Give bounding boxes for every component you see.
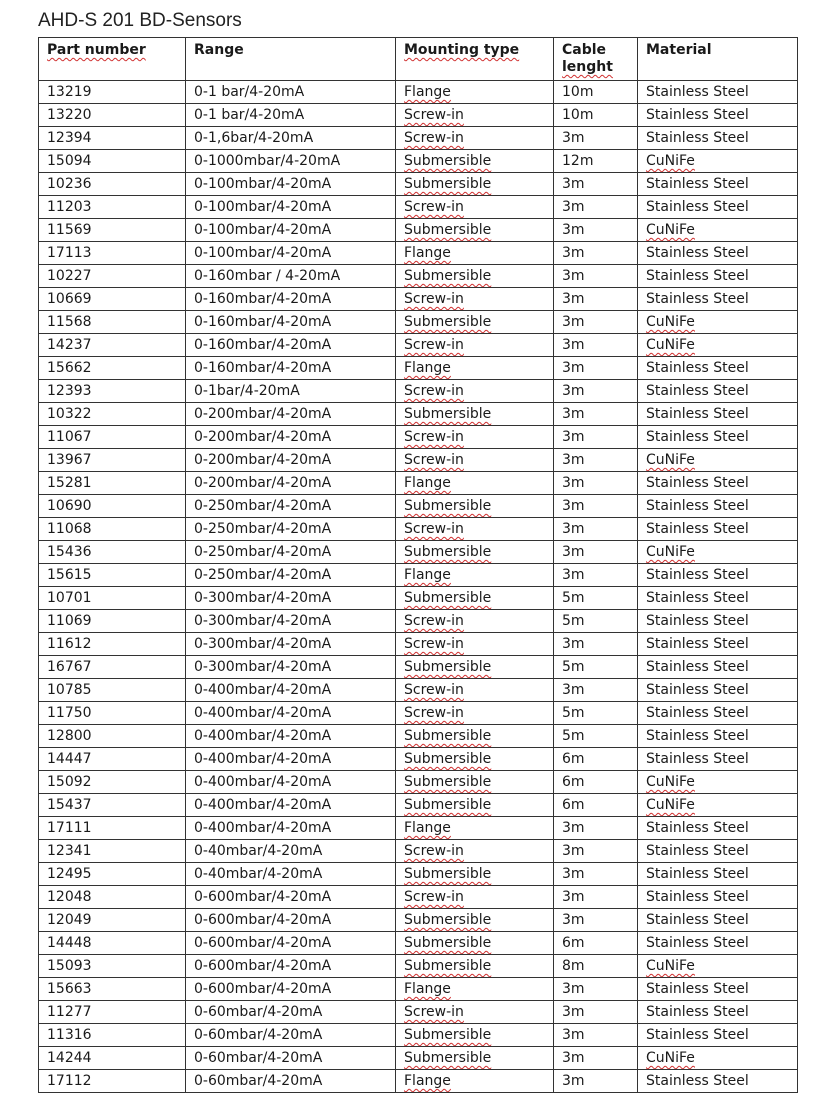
material-cell: Stainless Steel <box>638 1070 798 1093</box>
part-number-cell: 11568 <box>39 311 186 334</box>
part-number-cell: 11203 <box>39 196 186 219</box>
material-cell: CuNiFe <box>638 219 798 242</box>
table-row <box>39 886 798 909</box>
cable-length-cell: 3m <box>554 1070 638 1093</box>
material-cell: CuNiFe <box>638 794 798 817</box>
material-cell: Stainless Steel <box>638 564 798 587</box>
table-row <box>39 633 798 656</box>
material-cell: Stainless Steel <box>638 127 798 150</box>
material-cell: Stainless Steel <box>638 863 798 886</box>
material-cell: Stainless Steel <box>638 380 798 403</box>
part-number-cell: 15094 <box>39 150 186 173</box>
part-number-cell: 14447 <box>39 748 186 771</box>
table-row <box>39 679 798 702</box>
cable-length-cell: 3m <box>554 1047 638 1070</box>
part-number-cell: 15615 <box>39 564 186 587</box>
material-cell: Stainless Steel <box>638 81 798 104</box>
cable-length-cell: 3m <box>554 219 638 242</box>
range-cell: 0-60mbar/4-20mA <box>186 1070 396 1093</box>
table-row <box>39 104 798 127</box>
material-cell: Stainless Steel <box>638 978 798 1001</box>
table-row <box>39 288 798 311</box>
header-material: Material <box>638 38 798 81</box>
part-number-cell: 12393 <box>39 380 186 403</box>
table-row <box>39 955 798 978</box>
table-row <box>39 725 798 748</box>
cable-length-cell: 3m <box>554 311 638 334</box>
cable-length-cell: 5m <box>554 656 638 679</box>
cable-length-cell: 3m <box>554 679 638 702</box>
cable-length-cell: 3m <box>554 1024 638 1047</box>
range-cell: 0-300mbar/4-20mA <box>186 633 396 656</box>
mounting-type-cell: Flange <box>396 817 554 840</box>
range-cell: 0-250mbar/4-20mA <box>186 541 396 564</box>
range-cell: 0-40mbar/4-20mA <box>186 840 396 863</box>
mounting-type-cell: Submersible <box>396 1024 554 1047</box>
material-cell: Stainless Steel <box>638 426 798 449</box>
cable-length-cell: 3m <box>554 909 638 932</box>
table-row <box>39 656 798 679</box>
material-cell: Stainless Steel <box>638 1001 798 1024</box>
cable-length-cell: 6m <box>554 771 638 794</box>
part-number-cell: 13220 <box>39 104 186 127</box>
header-mounting-type: Mounting type <box>396 38 554 81</box>
cable-length-cell: 5m <box>554 725 638 748</box>
cable-length-cell: 3m <box>554 288 638 311</box>
cable-length-cell: 3m <box>554 173 638 196</box>
part-number-cell: 17113 <box>39 242 186 265</box>
table-row <box>39 863 798 886</box>
table-header-row <box>39 38 798 81</box>
mounting-type-cell: Submersible <box>396 725 554 748</box>
header-part-number: Part number <box>39 38 186 81</box>
mounting-type-cell: Submersible <box>396 541 554 564</box>
mounting-type-cell: Submersible <box>396 173 554 196</box>
cable-length-cell: 3m <box>554 518 638 541</box>
range-cell: 0-1bar/4-20mA <box>186 380 396 403</box>
range-cell: 0-100mbar/4-20mA <box>186 173 396 196</box>
range-cell: 0-600mbar/4-20mA <box>186 932 396 955</box>
range-cell: 0-400mbar/4-20mA <box>186 771 396 794</box>
cable-length-cell: 3m <box>554 403 638 426</box>
part-number-cell: 11277 <box>39 1001 186 1024</box>
part-number-cell: 17112 <box>39 1070 186 1093</box>
mounting-type-cell: Screw-in <box>396 426 554 449</box>
table-row <box>39 1047 798 1070</box>
cable-length-cell: 8m <box>554 955 638 978</box>
range-cell: 0-160mbar/4-20mA <box>186 288 396 311</box>
mounting-type-cell: Submersible <box>396 150 554 173</box>
part-number-cell: 16767 <box>39 656 186 679</box>
mounting-type-cell: Submersible <box>396 909 554 932</box>
part-number-cell: 15093 <box>39 955 186 978</box>
part-number-cell: 11069 <box>39 610 186 633</box>
part-number-cell: 10701 <box>39 587 186 610</box>
table-row <box>39 610 798 633</box>
material-cell: Stainless Steel <box>638 817 798 840</box>
cable-length-cell: 3m <box>554 334 638 357</box>
table-row <box>39 817 798 840</box>
mounting-type-cell: Screw-in <box>396 679 554 702</box>
part-number-cell: 15436 <box>39 541 186 564</box>
part-number-cell: 15662 <box>39 357 186 380</box>
mounting-type-cell: Flange <box>396 1070 554 1093</box>
material-cell: Stainless Steel <box>638 587 798 610</box>
part-number-cell: 12341 <box>39 840 186 863</box>
cable-length-cell: 3m <box>554 978 638 1001</box>
mounting-type-cell: Submersible <box>396 748 554 771</box>
range-cell: 0-250mbar/4-20mA <box>186 495 396 518</box>
material-cell: CuNiFe <box>638 541 798 564</box>
mounting-type-cell: Submersible <box>396 955 554 978</box>
cable-length-cell: 3m <box>554 265 638 288</box>
table-row <box>39 380 798 403</box>
range-cell: 0-100mbar/4-20mA <box>186 196 396 219</box>
header-range: Range <box>186 38 396 81</box>
range-cell: 0-200mbar/4-20mA <box>186 426 396 449</box>
material-cell: Stainless Steel <box>638 196 798 219</box>
mounting-type-cell: Screw-in <box>396 288 554 311</box>
range-cell: 0-160mbar/4-20mA <box>186 334 396 357</box>
cable-length-cell: 12m <box>554 150 638 173</box>
cable-length-cell: 6m <box>554 748 638 771</box>
material-cell: Stainless Steel <box>638 702 798 725</box>
table-row <box>39 748 798 771</box>
range-cell: 0-60mbar/4-20mA <box>186 1024 396 1047</box>
range-cell: 0-400mbar/4-20mA <box>186 748 396 771</box>
mounting-type-cell: Submersible <box>396 219 554 242</box>
part-number-cell: 12495 <box>39 863 186 886</box>
table-row <box>39 242 798 265</box>
table-row <box>39 495 798 518</box>
range-cell: 0-400mbar/4-20mA <box>186 679 396 702</box>
part-number-cell: 11612 <box>39 633 186 656</box>
part-number-cell: 11068 <box>39 518 186 541</box>
range-cell: 0-100mbar/4-20mA <box>186 219 396 242</box>
part-number-cell: 15281 <box>39 472 186 495</box>
material-cell: Stainless Steel <box>638 104 798 127</box>
range-cell: 0-300mbar/4-20mA <box>186 656 396 679</box>
cable-length-cell: 3m <box>554 357 638 380</box>
table-row <box>39 173 798 196</box>
range-cell: 0-200mbar/4-20mA <box>186 403 396 426</box>
table-row <box>39 357 798 380</box>
material-cell: Stainless Steel <box>638 840 798 863</box>
range-cell: 0-60mbar/4-20mA <box>186 1047 396 1070</box>
table-row <box>39 196 798 219</box>
range-cell: 0-60mbar/4-20mA <box>186 1001 396 1024</box>
table-row <box>39 541 798 564</box>
material-cell: CuNiFe <box>638 334 798 357</box>
mounting-type-cell: Screw-in <box>396 518 554 541</box>
table-row <box>39 449 798 472</box>
mounting-type-cell: Submersible <box>396 794 554 817</box>
table-row <box>39 219 798 242</box>
cable-length-cell: 5m <box>554 610 638 633</box>
cable-length-cell: 6m <box>554 932 638 955</box>
material-cell: CuNiFe <box>638 311 798 334</box>
material-cell: Stainless Steel <box>638 610 798 633</box>
range-cell: 0-600mbar/4-20mA <box>186 978 396 1001</box>
table-row <box>39 150 798 173</box>
part-number-cell: 12800 <box>39 725 186 748</box>
material-cell: Stainless Steel <box>638 1024 798 1047</box>
mounting-type-cell: Screw-in <box>396 886 554 909</box>
range-cell: 0-300mbar/4-20mA <box>186 587 396 610</box>
part-number-cell: 11750 <box>39 702 186 725</box>
table-row <box>39 1070 798 1093</box>
table-row <box>39 81 798 104</box>
cable-length-cell: 10m <box>554 81 638 104</box>
cable-length-cell: 3m <box>554 863 638 886</box>
mounting-type-cell: Flange <box>396 242 554 265</box>
mounting-type-cell: Submersible <box>396 863 554 886</box>
cable-length-cell: 10m <box>554 104 638 127</box>
table-row <box>39 794 798 817</box>
range-cell: 0-400mbar/4-20mA <box>186 702 396 725</box>
material-cell: CuNiFe <box>638 771 798 794</box>
table-row <box>39 311 798 334</box>
part-number-cell: 11316 <box>39 1024 186 1047</box>
cable-length-cell: 3m <box>554 633 638 656</box>
range-cell: 0-400mbar/4-20mA <box>186 794 396 817</box>
table-row <box>39 518 798 541</box>
range-cell: 0-100mbar/4-20mA <box>186 242 396 265</box>
material-cell: Stainless Steel <box>638 748 798 771</box>
mounting-type-cell: Submersible <box>396 495 554 518</box>
range-cell: 0-600mbar/4-20mA <box>186 886 396 909</box>
cable-length-cell: 5m <box>554 587 638 610</box>
cable-length-cell: 3m <box>554 127 638 150</box>
cable-length-cell: 3m <box>554 886 638 909</box>
part-number-cell: 14237 <box>39 334 186 357</box>
cable-length-cell: 3m <box>554 380 638 403</box>
material-cell: Stainless Steel <box>638 725 798 748</box>
table-row <box>39 334 798 357</box>
mounting-type-cell: Submersible <box>396 587 554 610</box>
material-cell: Stainless Steel <box>638 173 798 196</box>
document-title: AHD-S 201 BD-Sensors <box>38 10 242 31</box>
material-cell: Stainless Steel <box>638 679 798 702</box>
range-cell: 0-200mbar/4-20mA <box>186 472 396 495</box>
mounting-type-cell: Screw-in <box>396 196 554 219</box>
material-cell: CuNiFe <box>638 955 798 978</box>
mounting-type-cell: Screw-in <box>396 1001 554 1024</box>
table-body <box>39 81 798 1093</box>
material-cell: Stainless Steel <box>638 357 798 380</box>
header-cable-length: Cable lenght <box>554 38 638 81</box>
table-row <box>39 127 798 150</box>
part-number-cell: 10322 <box>39 403 186 426</box>
cable-length-cell: 3m <box>554 817 638 840</box>
part-number-cell: 10669 <box>39 288 186 311</box>
material-cell: Stainless Steel <box>638 633 798 656</box>
part-number-cell: 12048 <box>39 886 186 909</box>
part-number-cell: 10227 <box>39 265 186 288</box>
mounting-type-cell: Screw-in <box>396 334 554 357</box>
material-cell: CuNiFe <box>638 449 798 472</box>
part-number-cell: 15437 <box>39 794 186 817</box>
cable-length-cell: 3m <box>554 426 638 449</box>
table-row <box>39 978 798 1001</box>
material-cell: Stainless Steel <box>638 242 798 265</box>
mounting-type-cell: Submersible <box>396 656 554 679</box>
mounting-type-cell: Screw-in <box>396 702 554 725</box>
table-row <box>39 932 798 955</box>
part-number-cell: 15663 <box>39 978 186 1001</box>
range-cell: 0-160mbar/4-20mA <box>186 311 396 334</box>
mounting-type-cell: Screw-in <box>396 127 554 150</box>
cable-length-cell: 3m <box>554 242 638 265</box>
table-row <box>39 265 798 288</box>
cable-length-cell: 6m <box>554 794 638 817</box>
table-row <box>39 840 798 863</box>
range-cell: 0-600mbar/4-20mA <box>186 955 396 978</box>
part-number-cell: 14448 <box>39 932 186 955</box>
cable-length-cell: 3m <box>554 840 638 863</box>
part-number-cell: 13219 <box>39 81 186 104</box>
cable-length-cell: 3m <box>554 196 638 219</box>
mounting-type-cell: Screw-in <box>396 104 554 127</box>
mounting-type-cell: Submersible <box>396 311 554 334</box>
cable-length-cell: 5m <box>554 702 638 725</box>
mounting-type-cell: Submersible <box>396 1047 554 1070</box>
material-cell: Stainless Steel <box>638 288 798 311</box>
part-number-cell: 10236 <box>39 173 186 196</box>
material-cell: Stainless Steel <box>638 495 798 518</box>
range-cell: 0-1000mbar/4-20mA <box>186 150 396 173</box>
range-cell: 0-600mbar/4-20mA <box>186 909 396 932</box>
table-row <box>39 426 798 449</box>
range-cell: 0-1,6bar/4-20mA <box>186 127 396 150</box>
part-number-cell: 15092 <box>39 771 186 794</box>
material-cell: CuNiFe <box>638 150 798 173</box>
mounting-type-cell: Flange <box>396 81 554 104</box>
part-number-cell: 10690 <box>39 495 186 518</box>
part-number-cell: 14244 <box>39 1047 186 1070</box>
part-number-cell: 17111 <box>39 817 186 840</box>
mounting-type-cell: Screw-in <box>396 610 554 633</box>
mounting-type-cell: Screw-in <box>396 449 554 472</box>
range-cell: 0-160mbar/4-20mA <box>186 357 396 380</box>
mounting-type-cell: Screw-in <box>396 380 554 403</box>
material-cell: CuNiFe <box>638 1047 798 1070</box>
cable-length-cell: 3m <box>554 472 638 495</box>
range-cell: 0-250mbar/4-20mA <box>186 564 396 587</box>
mounting-type-cell: Screw-in <box>396 633 554 656</box>
part-number-cell: 12394 <box>39 127 186 150</box>
material-cell: Stainless Steel <box>638 518 798 541</box>
table-row <box>39 1024 798 1047</box>
range-cell: 0-400mbar/4-20mA <box>186 817 396 840</box>
table-row <box>39 587 798 610</box>
part-number-cell: 13967 <box>39 449 186 472</box>
mounting-type-cell: Submersible <box>396 932 554 955</box>
table-row <box>39 472 798 495</box>
material-cell: Stainless Steel <box>638 909 798 932</box>
material-cell: Stainless Steel <box>638 886 798 909</box>
material-cell: Stainless Steel <box>638 656 798 679</box>
table-row <box>39 909 798 932</box>
range-cell: 0-40mbar/4-20mA <box>186 863 396 886</box>
cable-length-cell: 3m <box>554 495 638 518</box>
cable-length-cell: 3m <box>554 1001 638 1024</box>
material-cell: Stainless Steel <box>638 403 798 426</box>
cable-length-cell: 3m <box>554 449 638 472</box>
mounting-type-cell: Flange <box>396 357 554 380</box>
mounting-type-cell: Flange <box>396 472 554 495</box>
material-cell: Stainless Steel <box>638 932 798 955</box>
range-cell: 0-1 bar/4-20mA <box>186 81 396 104</box>
part-number-cell: 12049 <box>39 909 186 932</box>
mounting-type-cell: Flange <box>396 564 554 587</box>
mounting-type-cell: Submersible <box>396 265 554 288</box>
part-number-cell: 11067 <box>39 426 186 449</box>
part-number-cell: 11569 <box>39 219 186 242</box>
mounting-type-cell: Screw-in <box>396 840 554 863</box>
table-row <box>39 1001 798 1024</box>
material-cell: Stainless Steel <box>638 265 798 288</box>
range-cell: 0-300mbar/4-20mA <box>186 610 396 633</box>
cable-length-cell: 3m <box>554 541 638 564</box>
material-cell: Stainless Steel <box>638 472 798 495</box>
mounting-type-cell: Submersible <box>396 771 554 794</box>
mounting-type-cell: Flange <box>396 978 554 1001</box>
range-cell: 0-1 bar/4-20mA <box>186 104 396 127</box>
range-cell: 0-250mbar/4-20mA <box>186 518 396 541</box>
cable-length-cell: 3m <box>554 564 638 587</box>
table-row <box>39 403 798 426</box>
mounting-type-cell: Submersible <box>396 403 554 426</box>
range-cell: 0-160mbar / 4-20mA <box>186 265 396 288</box>
range-cell: 0-200mbar/4-20mA <box>186 449 396 472</box>
table-row <box>39 702 798 725</box>
part-number-cell: 10785 <box>39 679 186 702</box>
table-row <box>39 771 798 794</box>
range-cell: 0-400mbar/4-20mA <box>186 725 396 748</box>
sensor-table <box>38 37 798 1093</box>
table-row <box>39 564 798 587</box>
